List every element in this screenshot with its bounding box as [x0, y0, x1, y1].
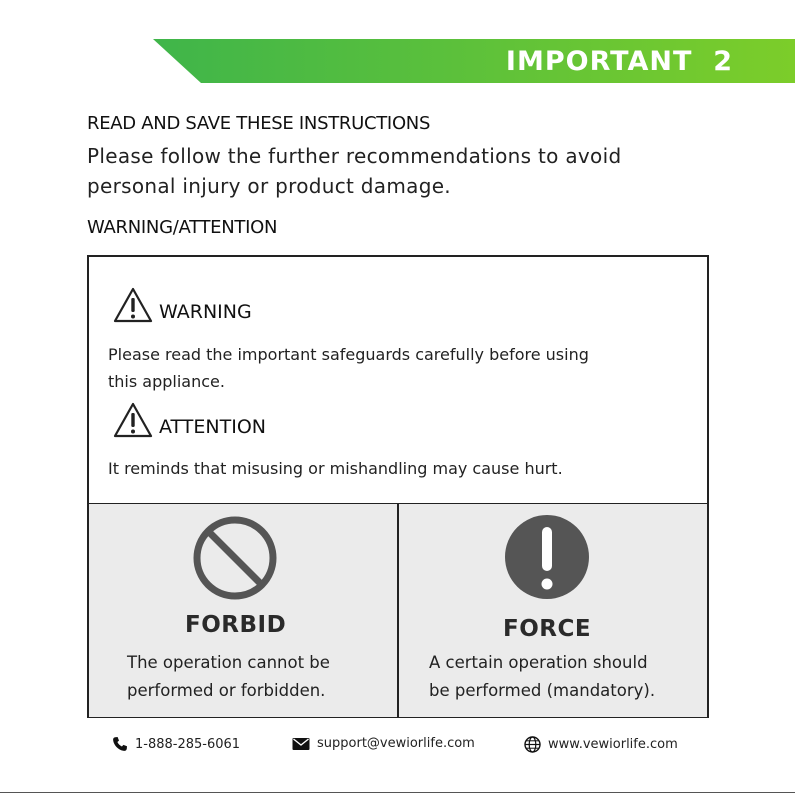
exclamation-circle-icon — [503, 513, 591, 601]
intro-line-2: personal injury or product damage. — [87, 174, 451, 198]
envelope-icon — [292, 737, 310, 751]
warning-title: WARNING — [159, 301, 252, 323]
force-description-line-2: be performed (mandatory). — [429, 681, 656, 700]
notice-panel — [89, 257, 707, 503]
intro-line-1: Please follow the further recommendations to avoid — [87, 144, 622, 168]
intro-paragraph — [87, 141, 707, 201]
section-heading-instructions: READ AND SAVE THESE INSTRUCTIONS — [87, 113, 431, 134]
attention-text: It reminds that misusing or mishandling may cause hurt. — [108, 459, 563, 478]
header-banner — [153, 39, 795, 83]
force-title: FORCE — [503, 616, 592, 642]
footer-website — [524, 736, 678, 753]
attention-title: ATTENTION — [159, 416, 266, 438]
forbid-title: FORBID — [185, 612, 287, 638]
page-number: 2 — [713, 46, 733, 77]
warning-title-row — [113, 287, 252, 323]
prohibition-icon — [192, 515, 278, 601]
forbid-description-line-2: performed or forbidden. — [127, 681, 326, 700]
phone-icon — [112, 736, 128, 752]
symbols-panel — [89, 503, 707, 717]
forbid-description — [127, 649, 330, 705]
force-description — [429, 649, 655, 705]
email-address[interactable]: support@vewiorlife.com — [317, 736, 475, 751]
website-url[interactable]: www.vewiorlife.com — [548, 737, 678, 752]
force-description-line-1: A certain operation should — [429, 653, 648, 672]
symbols-divider — [397, 504, 399, 717]
warning-text — [108, 341, 668, 395]
warning-triangle-icon — [113, 402, 153, 438]
section-heading-warning-attention: WARNING/ATTENTION — [87, 217, 278, 238]
phone-number[interactable]: 1-888-285-6061 — [135, 736, 241, 752]
contact-footer — [112, 736, 712, 756]
safety-symbols-box — [87, 255, 709, 718]
attention-title-row — [113, 402, 266, 438]
banner-title-text: IMPORTANT — [505, 46, 693, 77]
forbid-description-line-1: The operation cannot be — [127, 653, 330, 672]
warning-text-line-1: Please read the important safeguards carefully before using — [108, 345, 589, 364]
page-title — [506, 46, 733, 77]
warning-text-line-2: this appliance. — [108, 372, 225, 391]
footer-phone — [112, 736, 240, 752]
globe-icon — [524, 736, 541, 753]
page-bottom-rule — [0, 792, 795, 793]
warning-triangle-icon — [113, 287, 153, 323]
footer-email — [292, 736, 475, 751]
